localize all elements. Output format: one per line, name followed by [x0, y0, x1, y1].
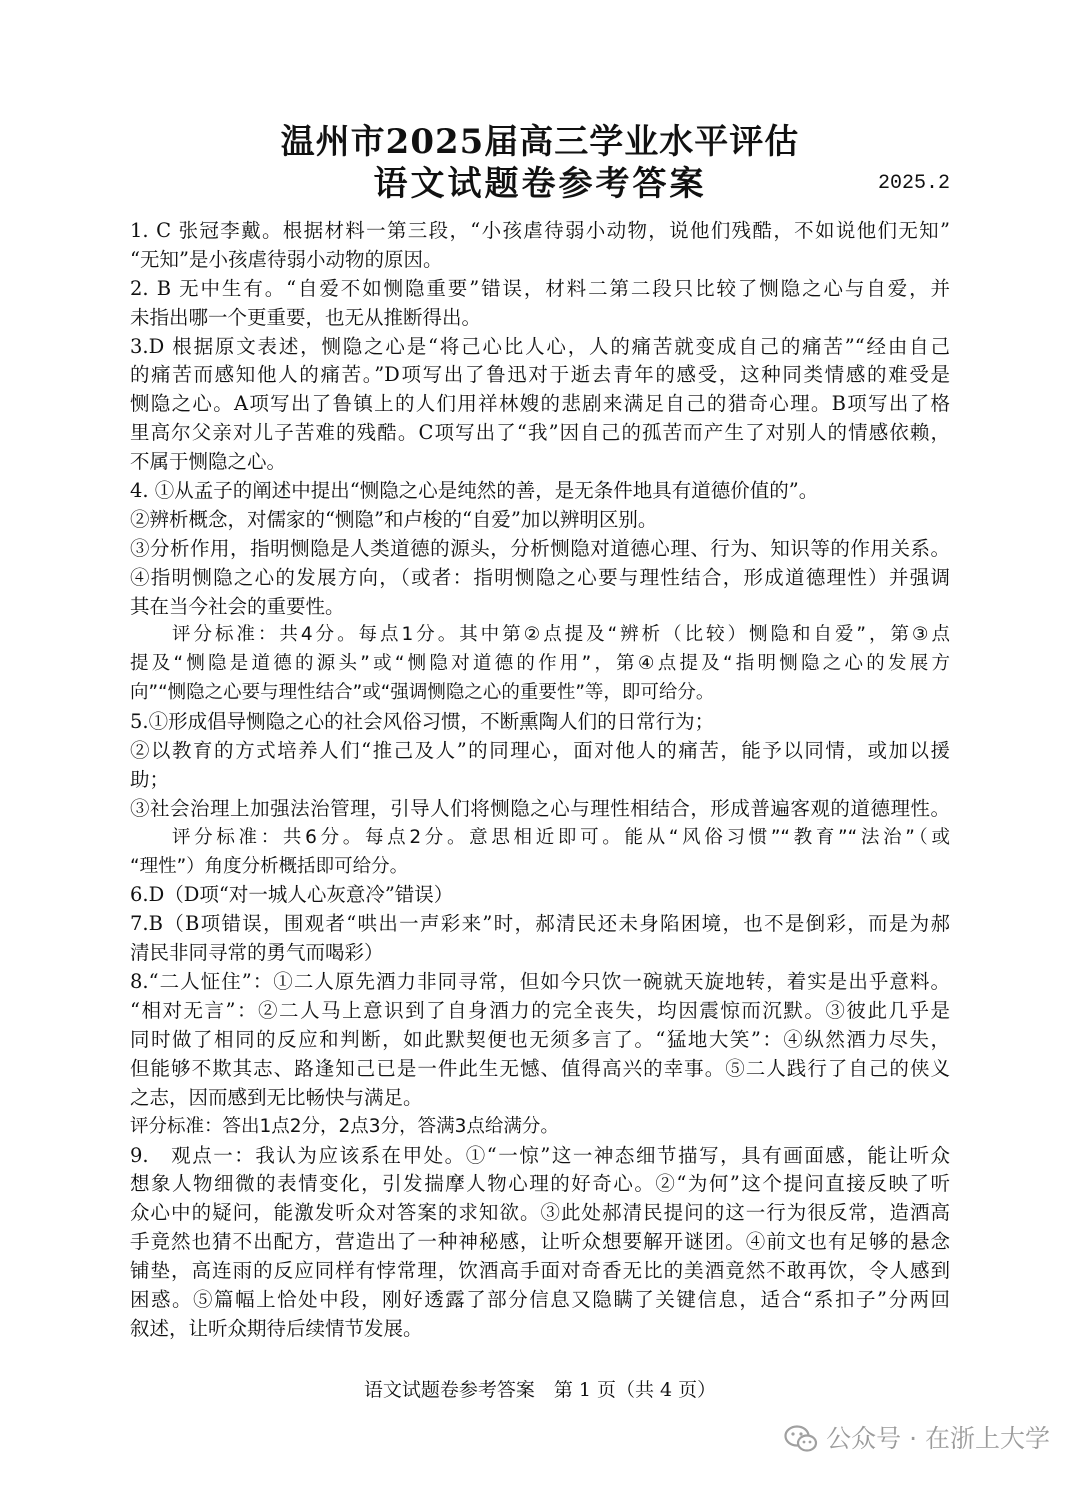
watermark — [784, 1424, 1050, 1454]
document-date: 2025.2 — [877, 172, 950, 195]
text-line: 的痛苦而感知他人的痛苦。”D项写出了鲁迅对于逝去青年的感受，这种同类情感的难受是 — [130, 363, 950, 387]
text-line: 叙述，让听众期待后续情节发展。 — [130, 1316, 423, 1340]
text-line: ③社会治理上加强法治管理，引导人们将恻隐之心与理性相结合，形成普遍客观的道德理性。 — [130, 796, 950, 820]
text-line: 5.①形成倡导恻隐之心的社会风俗习惯，不断熏陶人们的日常行为； — [130, 710, 715, 734]
text-line: 7.B（B项错误，围观者“哄出一声彩来”时，郝清民还未身陷困境，也不是倒彩，而是为郝 — [130, 912, 950, 936]
text-line: 铺垫，高连雨的反应同样有悖常理，饮酒高手面对奇香无比的美酒竟然不敢再饮，令人感到 — [130, 1259, 950, 1283]
scoring-criteria-line: 向”“恻隐之心要与理性结合”或“强调恻隐之心的重要性”等，即可给分。 — [130, 682, 715, 704]
text-line: 里高尔父亲对儿子苦难的残酷。C项写出了“我”因自己的孤苦而产生了对别人的情感依赖， — [130, 421, 950, 445]
text-line: 但能够不欺其志、路逢知己已是一件此生无憾、值得高兴的幸事。⑤二人践行了自己的侠义 — [130, 1056, 950, 1080]
text-line: 之志，因而感到无比畅快与满足。 — [130, 1085, 423, 1109]
text-line: ②以教育的方式培养人们“推己及人”的同理心，面对他人的痛苦，能予以同情，或加以援 — [130, 739, 950, 763]
text-line: 其在当今社会的重要性。 — [130, 594, 345, 618]
wechat-icon — [784, 1424, 818, 1454]
title-line-2: 语文试题卷参考答案 — [373, 164, 707, 204]
text-line: 8.“二人怔住”：①二人原先酒力非同寻常，但如今只饮一碗就天旋地转，着实是出乎意料。 — [130, 970, 950, 994]
text-line: ④指明恻隐之心的发展方向，（或者：指明恻隐之心要与理性结合，形成道德理性）并强调 — [130, 565, 950, 589]
text-line: 9. 观点一：我认为应该系在甲处。①“一惊”这一神态细节描写，具有画面感，能让听众 — [130, 1143, 950, 1167]
text-line: 不属于恻隐之心。 — [130, 450, 287, 474]
text-line: 同时做了相同的反应和判断，如此默契便也无须多言了。“猛地大笑”：④纵然酒力尽失， — [130, 1027, 950, 1051]
text-line: 困惑。⑤篇幅上恰处中段，刚好透露了部分信息又隐瞒了关键信息，适合“系扣子”分两回 — [130, 1287, 950, 1311]
scoring-criteria-line: 评分标准：共4分。每点1分。其中第②点提及“辨析（比较）恻隐和自爱”，第③点 — [172, 624, 950, 646]
text-line: 4. ①从孟子的阐述中提出“恻隐之心是纯然的善，是无条件地具有道德价值的”。 — [130, 479, 819, 503]
text-line: “无知”是小孩虐待弱小动物的原因。 — [130, 247, 443, 271]
text-line: 3.D 根据原文表述，恻隐之心是“将己心比人心，人的痛苦就变成自己的痛苦”“经由自己 — [130, 334, 950, 358]
text-line: 6.D（D项“对一城人心灰意冷”错误） — [130, 883, 454, 907]
text-line: 恻隐之心。A项写出了鲁镇上的人们用祥林嫂的悲剧来满足自己的猎奇心理。B项写出了格 — [130, 392, 950, 416]
scoring-criteria-line: 评分标准：共6分。每点2分。意思相近即可。能从“风俗习惯”“教育”“法治”（或 — [172, 826, 950, 848]
page-footer: 语文试题卷参考答案 第 1 页（共 4 页） — [363, 1379, 717, 1401]
scoring-criteria-line: 评分标准：答出1点2分，2点3分，答满3点给满分。 — [130, 1115, 559, 1137]
answer-body — [130, 217, 950, 1344]
text-line: 未指出哪一个更重要，也无从推断得出。 — [130, 305, 482, 329]
text-line: 1. C 张冠李戴。根据材料一第三段，“小孩虐待弱小动物，说他们残酷，不如说他们无知” — [130, 219, 950, 242]
scoring-criteria-line: 提及“恻隐是道德的源头”或“恻隐对道德的作用”，第④点提及“指明恻隐之心的发展方 — [130, 653, 950, 675]
text-line: 手竟然也猜不出配方，营造出了一种神秘感，让听众想要解开谜团。④前文也有足够的悬念 — [130, 1230, 950, 1254]
text-line: 2. B 无中生有。“自爱不如恻隐重要”错误，材料二第二段只比较了恻隐之心与自爱，并 — [130, 276, 950, 300]
watermark-text: 公众号 · 在浙上大学 — [826, 1424, 1050, 1453]
title-line-1: 温州市2025届高三学业水平评估 — [280, 122, 800, 162]
text-line: 助； — [130, 767, 170, 791]
scoring-criteria-line: “理性”）角度分析概括即可给分。 — [130, 855, 409, 877]
text-line: “相对无言”：②二人马上意识到了自身酒力的完全丧失，均因震惊而沉默。③彼此几乎是 — [130, 999, 950, 1023]
text-line: 想象人物细微的表情变化，引发揣摩人物心理的好奇心。②“为何”这个提问直接反映了听 — [130, 1172, 950, 1196]
text-line: ②辨析概念，对儒家的“恻隐”和卢梭的“自爱”加以辨明区别。 — [130, 507, 658, 531]
text-line: ③分析作用，指明恻隐是人类道德的源头，分析恻隐对道德心理、行为、知识等的作用关系。 — [130, 536, 950, 560]
text-line: 众心中的疑问，能激发听众对答案的求知欲。③此处郝清民提问的这一行为很反常，造酒高 — [130, 1201, 950, 1225]
text-line: 清民非同寻常的勇气而喝彩） — [130, 941, 384, 965]
